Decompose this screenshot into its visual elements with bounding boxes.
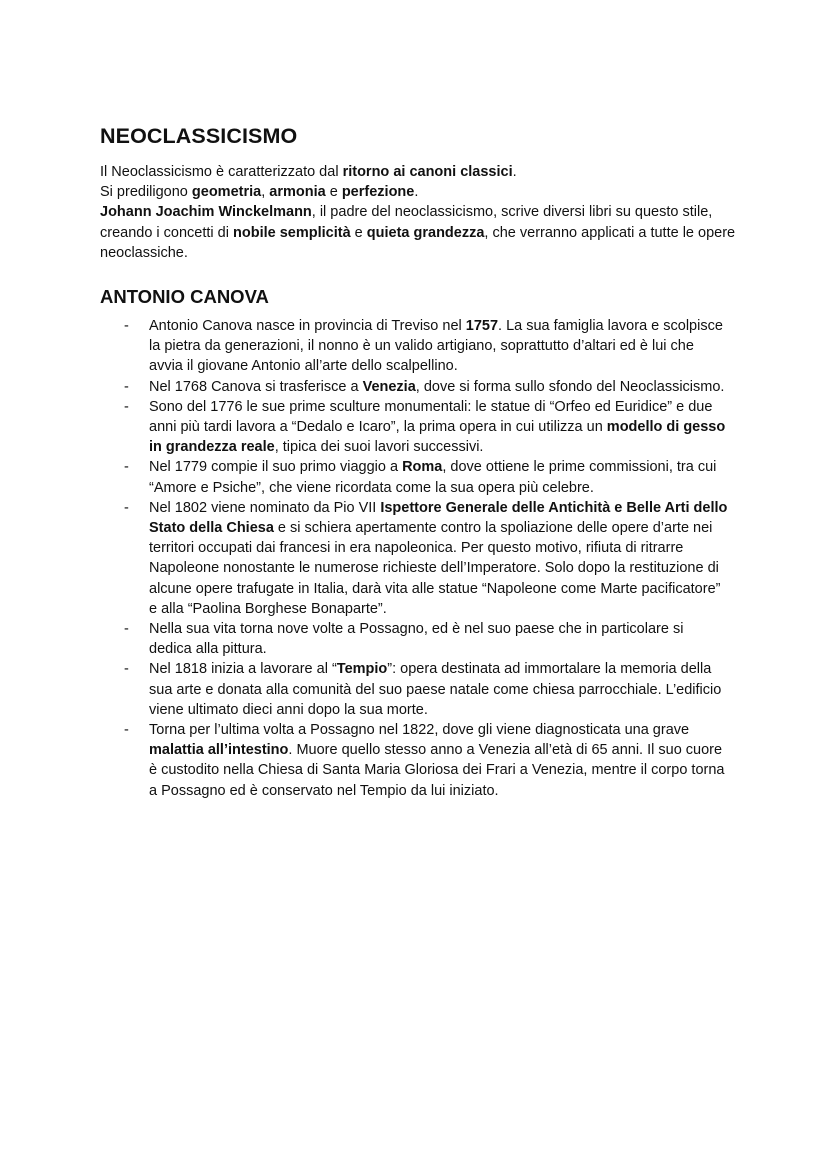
bold-text: nobile semplicità (233, 224, 351, 241)
bold-text: Johann Joachim Winckelmann (100, 204, 312, 221)
text-run: Nel 1802 viene nominato da Pio VII (149, 499, 381, 516)
bold-text: Roma (402, 459, 443, 476)
text-run: , che verranno applicati a tutte le opere neoclassiche. (100, 224, 736, 261)
bold-text: Ispettore Generale delle Antichità e Belle Arti dello Stato della Chiesa (149, 499, 728, 537)
bold-text: malattia all’intestino (149, 742, 289, 759)
text-run: Il Neoclassicismo è caratterizzato dal (100, 164, 343, 180)
text-run: Nella sua vita torna nove volte a Possagno, ed è nel suo paese che in particolare si dedica alla pittura. (149, 621, 684, 658)
text-run: Nel 1818 inizia a lavorare al “ (149, 661, 337, 678)
intro-line (100, 162, 740, 182)
text-run: e (325, 184, 342, 201)
list-item (100, 457, 730, 497)
text-run: . (414, 184, 419, 201)
intro-line (100, 202, 740, 263)
text-run: . La sua famiglia lavora e scolpisce la pietra da generazioni, il nonno è un valido artigiano, soprattutto d’altari ed è lui che avvia il giovane Antonio all’arte dello scalpellino. (149, 318, 723, 375)
text-run: , tipica dei suoi lavori successivi. (274, 439, 484, 456)
list-item (100, 498, 730, 619)
text-run: Sono del 1776 le sue prime sculture monumentali: le statue di “Orfeo ed Euridice” e due anni più tardi lavora a “Dedalo e Icaro”, la prima opera in cui utilizza un (149, 398, 713, 436)
text-run: Nel 1779 compie il suo primo viaggio a (149, 459, 403, 476)
list-item (100, 659, 730, 720)
text-run: Torna per l’ultima volta a Possagno nel 1822, dove gli viene diagnosticata una grave (149, 722, 690, 739)
bold-text: armonia (269, 184, 326, 201)
text-run: Si prediligono (100, 184, 192, 201)
list-item (100, 377, 730, 397)
bold-text: ritorno ai canoni classici (342, 164, 513, 180)
text-run: e (350, 224, 367, 241)
text-run: e si schiera apertamente contro la spoliazione delle opere d’arte nei territori occupati dai francesi in era napoleonica. Per questo motivo, rifiuta di ritrarre Napoleone nonostante le numerose richieste dell’Imperatore. Solo dopo la restituzione di alcune opere trafugate in Italia, darà vita alle statue “Napoleone come Marte pacificatore” e alla “Paolina Borghese Bonaparte”. (149, 520, 721, 617)
bold-text: geometria (191, 184, 262, 201)
list-item (100, 619, 730, 659)
bold-text: 1757 (465, 318, 499, 334)
text-run: , dove ottiene le prime commissioni, tra cui “Amore e Psiche”, che viene ricordata come la sua opera più celebre. (149, 459, 717, 496)
text-run: , il padre del neoclassicismo, scrive diversi libri su questo stile, creando i concetti di (100, 204, 713, 241)
list-item (100, 720, 730, 801)
bold-text: Tempio (336, 661, 388, 678)
text-run: . Muore quello stesso anno a Venezia all’età di 65 anni. Il suo cuore è custodito nella Chiesa di Santa Maria Gloriosa dei Frari a Venezia, mentre il corpo torna a Possagno ed è conservato nel Tempio da lui iniziato. (149, 742, 725, 799)
list-item (100, 316, 730, 377)
text-run: , (261, 184, 270, 201)
page-title: NEOCLASSICISMO (100, 124, 298, 148)
bold-text: Venezia (362, 378, 416, 395)
text-run: Antonio Canova nasce in provincia di Treviso nel (149, 318, 466, 334)
bold-text: modello di gesso in grandezza reale (149, 419, 726, 456)
intro-line (100, 182, 740, 202)
biography-list (100, 316, 730, 801)
text-run: . (512, 164, 517, 180)
list-item (100, 397, 730, 458)
text-run: Nel 1768 Canova si trasferisce a (149, 378, 363, 395)
bold-text: quieta grandezza (366, 224, 485, 241)
section-title: ANTONIO CANOVA (100, 286, 269, 307)
text-run: ”: opera destinata ad immortalare la memoria della sua arte e donata alla comunità del suo paese natale come chiesa parrocchiale. L’edificio viene ultimato dieci anni dopo la sua morte. (149, 661, 722, 718)
intro-paragraph (100, 162, 740, 263)
text-run: , dove si forma sullo sfondo del Neoclassicismo. (415, 378, 725, 395)
bold-text: perfezione (341, 184, 415, 201)
